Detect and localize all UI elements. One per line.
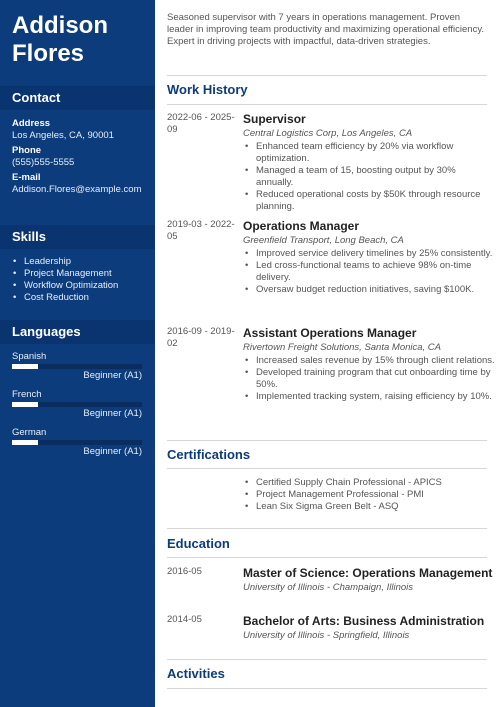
job-title: Assistant Operations Manager (243, 326, 417, 340)
language-name: French (12, 389, 42, 400)
education-date: 2016-05 (167, 566, 202, 577)
job-dates: 2022-06 - 2025-09 (167, 112, 235, 135)
language-proficiency-fill (12, 440, 38, 445)
main-content (155, 0, 500, 707)
divider (167, 75, 487, 76)
divider (167, 440, 487, 441)
certification-item: • Lean Six Sigma Green Belt - ASQ (243, 501, 483, 513)
language-level: Beginner (A1) (83, 408, 142, 419)
work-history-heading: Work History (167, 82, 248, 97)
job-bullets (243, 141, 495, 213)
email-value[interactable]: Addison.Flores@example.com (12, 184, 142, 195)
school: University of Illinois - Springfield, Illinois (243, 630, 410, 641)
job-bullet: • Enhanced team efficiency by 20% via workflow optimization. (243, 141, 495, 165)
language-proficiency-bar (12, 402, 142, 407)
job-dates: 2016-09 - 2019-02 (167, 326, 235, 349)
job-bullet: • Managed a team of 15, boosting output by 30% annually. (243, 165, 495, 189)
contact-phone (12, 145, 148, 169)
contact-address (12, 118, 148, 142)
divider (167, 659, 487, 660)
certifications-heading: Certifications (167, 447, 251, 462)
phone-label: Phone (12, 145, 42, 156)
skill-item: • Workflow Optimization (12, 280, 152, 292)
job-bullet: • Reduced operational costs by $50K through resource planning. (243, 189, 495, 213)
language-proficiency-fill (12, 402, 38, 407)
job-bullet: • Led cross-functional teams to achieve 98% on-time delivery. (243, 260, 495, 284)
job-bullet: • Increased sales revenue by 15% through client relations. (243, 355, 495, 367)
job-title: Operations Manager (243, 219, 360, 233)
divider (167, 557, 487, 558)
job-company: Central Logistics Corp, Los Angeles, CA (243, 128, 413, 139)
education-date: 2014-05 (167, 614, 202, 625)
address-value: Los Angeles, CA, 90001 (12, 130, 114, 141)
candidate-name (12, 12, 108, 68)
last-name: Flores (12, 40, 85, 67)
email-label: E-mail (12, 172, 41, 183)
job-bullet: • Implemented tracking system, raising efficiency by 10%. (243, 391, 495, 403)
divider (167, 528, 487, 529)
language-proficiency-bar (12, 364, 142, 369)
summary: Seasoned supervisor with 7 years in operations management. Proven leader in improving team productivity and maximizing operational efficiency. Expert in driving projects with impactful, data-driven strategies. (167, 12, 484, 47)
language-level: Beginner (A1) (83, 370, 142, 381)
certification-item: • Certified Supply Chain Professional - APICS (243, 477, 483, 489)
skill-item: • Project Management (12, 268, 152, 280)
school: University of Illinois - Champaign, Illinois (243, 582, 414, 593)
language-proficiency-bar (12, 440, 142, 445)
job-dates: 2019-03 - 2022-05 (167, 219, 235, 242)
skill-item: • Leadership (12, 256, 152, 268)
degree: Master of Science: Operations Management (243, 566, 493, 580)
education-heading: Education (167, 536, 230, 551)
job-bullets (243, 248, 495, 296)
skills-list (12, 256, 152, 304)
address-label: Address (12, 118, 51, 129)
language-name: German (12, 427, 47, 438)
job-bullet: • Developed training program that cut onboarding time by 50%. (243, 367, 495, 391)
job-bullet: • Improved service delivery timelines by 25% consistently. (243, 248, 495, 260)
language-proficiency-fill (12, 364, 38, 369)
contact-heading: Contact (0, 86, 155, 110)
degree: Bachelor of Arts: Business Administration (243, 614, 485, 628)
skill-item: • Cost Reduction (12, 292, 152, 304)
activities-heading: Activities (167, 666, 225, 681)
sidebar (0, 0, 155, 707)
languages-heading: Languages (0, 320, 155, 344)
divider (167, 104, 487, 105)
certification-item: • Project Management Professional - PMI (243, 489, 483, 501)
job-bullet: • Oversaw budget reduction initiatives, saving $100K. (243, 284, 495, 296)
language-level: Beginner (A1) (83, 446, 142, 457)
divider (167, 468, 487, 469)
job-bullets (243, 355, 495, 403)
job-title: Supervisor (243, 112, 306, 126)
contact-email (12, 172, 148, 196)
phone-value: (555)555-5555 (12, 157, 75, 168)
language-name: Spanish (12, 351, 47, 362)
job-company: Rivertown Freight Solutions, Santa Monica, CA (243, 342, 442, 353)
skills-heading: Skills (0, 225, 155, 249)
job-company: Greenfield Transport, Long Beach, CA (243, 235, 404, 246)
certifications-list (243, 477, 483, 513)
first-name: Addison (12, 12, 108, 39)
divider (167, 688, 487, 689)
